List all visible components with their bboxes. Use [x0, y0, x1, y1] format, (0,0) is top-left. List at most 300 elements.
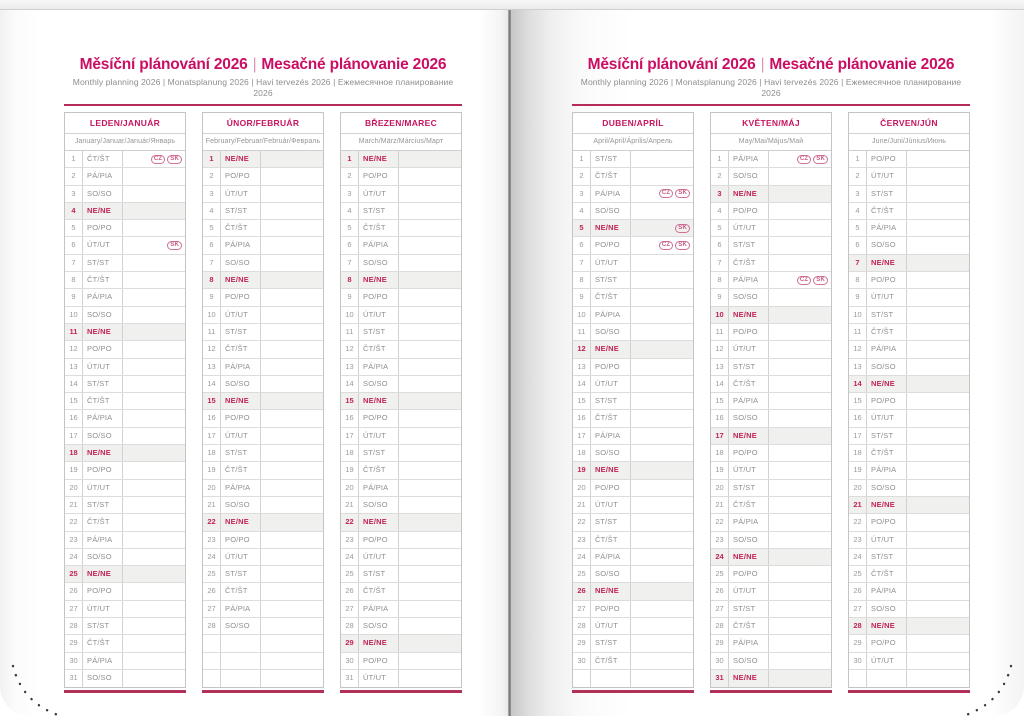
day-number-cell: 14 — [203, 376, 221, 392]
day-row — [849, 549, 969, 566]
day-name-cell: NE/NE — [591, 220, 631, 236]
day-number-cell: 14 — [341, 376, 359, 392]
day-row — [341, 410, 461, 427]
holiday-badge-sk: SK — [675, 241, 690, 250]
day-name-cell: PÁ/PIA — [359, 480, 399, 496]
notes-cell — [261, 428, 323, 444]
day-row — [65, 635, 185, 652]
day-number-cell: 19 — [711, 462, 729, 478]
notes-cell — [631, 307, 693, 323]
day-name-cell: SO/SO — [221, 255, 261, 271]
day-number-cell: 27 — [65, 601, 83, 617]
holiday-badge-cz: CZ — [659, 189, 673, 198]
notes-cell — [261, 255, 323, 271]
day-number-cell: 26 — [341, 583, 359, 599]
day-name-cell: ST/ST — [591, 514, 631, 530]
day-name-cell: ČT/ŠT — [359, 341, 399, 357]
day-name-cell: PÁ/PIA — [83, 653, 123, 669]
day-name-cell: ČT/ŠT — [359, 583, 399, 599]
notes-cell — [631, 601, 693, 617]
day-row — [341, 532, 461, 549]
day-number-cell: 11 — [203, 324, 221, 340]
day-row — [65, 341, 185, 358]
day-number-cell: 21 — [65, 497, 83, 513]
day-number-cell: 14 — [573, 376, 591, 392]
day-row — [573, 255, 693, 272]
day-row — [711, 601, 831, 618]
day-row — [65, 410, 185, 427]
day-number-cell: 28 — [203, 618, 221, 634]
day-name-cell: ČT/ŠT — [591, 410, 631, 426]
day-row — [65, 601, 185, 618]
day-row — [849, 203, 969, 220]
notes-cell — [769, 480, 831, 496]
notes-cell — [261, 549, 323, 565]
day-name-cell: ÚT/UT — [591, 618, 631, 634]
notes-cell — [261, 220, 323, 236]
day-name-cell: PÁ/PIA — [591, 307, 631, 323]
notes-cell — [769, 618, 831, 634]
day-number-cell: 13 — [203, 359, 221, 375]
month-block-brezen — [340, 112, 462, 693]
months-right — [572, 112, 970, 693]
day-row — [65, 376, 185, 393]
holiday-badge-cz: CZ — [151, 155, 165, 164]
title-separator: | — [252, 56, 257, 73]
day-row — [711, 237, 831, 254]
day-row — [341, 341, 461, 358]
day-name-cell: NE/NE — [591, 583, 631, 599]
day-name-cell: SO/SO — [221, 618, 261, 634]
notes-cell — [907, 532, 969, 548]
day-name-cell: PÁ/PIA — [359, 601, 399, 617]
day-row — [573, 220, 693, 237]
day-number-cell: 28 — [711, 618, 729, 634]
day-row — [849, 186, 969, 203]
notes-cell — [261, 324, 323, 340]
day-name-cell: ČT/ŠT — [729, 376, 769, 392]
notes-cell — [631, 272, 693, 288]
day-row — [65, 653, 185, 670]
notes-cell — [399, 618, 461, 634]
day-name-cell: SO/SO — [729, 410, 769, 426]
notes-cell — [399, 653, 461, 669]
day-name-cell: NE/NE — [729, 186, 769, 202]
day-number-cell: 12 — [711, 341, 729, 357]
notes-cell — [631, 480, 693, 496]
day-row — [573, 237, 693, 254]
day-name-cell: ČT/ŠT — [83, 393, 123, 409]
day-number-cell: 11 — [573, 324, 591, 340]
day-number-cell: 30 — [849, 653, 867, 669]
day-name-cell: ST/ST — [591, 272, 631, 288]
notes-cell — [631, 428, 693, 444]
day-name-cell: SO/SO — [867, 601, 907, 617]
day-number-cell: 20 — [203, 480, 221, 496]
month-title: ÚNOR/FEBRUÁR — [203, 113, 323, 134]
day-row — [573, 410, 693, 427]
notes-cell — [769, 462, 831, 478]
day-number-cell: 20 — [65, 480, 83, 496]
day-row — [849, 566, 969, 583]
day-row — [341, 168, 461, 185]
notes-cell — [907, 220, 969, 236]
day-row — [711, 324, 831, 341]
day-name-cell: PÁ/PIA — [729, 393, 769, 409]
day-name-cell: ST/ST — [729, 601, 769, 617]
day-name-cell: PÁ/PIA — [729, 514, 769, 530]
day-name-cell: ÚT/UT — [221, 186, 261, 202]
day-row — [203, 289, 323, 306]
day-number-cell: 3 — [573, 186, 591, 202]
day-name-cell: SO/SO — [867, 359, 907, 375]
day-number-cell: 22 — [341, 514, 359, 530]
day-row — [65, 272, 185, 289]
notes-cell — [261, 497, 323, 513]
notes-cell — [631, 186, 693, 202]
notes-cell — [261, 635, 323, 651]
day-row — [203, 462, 323, 479]
notes-cell — [261, 168, 323, 184]
day-number-cell: 17 — [573, 428, 591, 444]
notes-cell — [399, 255, 461, 271]
day-number-cell: 23 — [849, 532, 867, 548]
day-name-cell: PÁ/PIA — [221, 480, 261, 496]
day-name-cell: ÚT/UT — [221, 307, 261, 323]
day-name-cell: ČT/ŠT — [729, 255, 769, 271]
notes-cell — [123, 497, 185, 513]
day-row — [573, 307, 693, 324]
month-table-duben — [572, 112, 694, 688]
notes-cell — [631, 324, 693, 340]
day-row — [203, 307, 323, 324]
notes-cell — [631, 237, 693, 253]
month-block-duben — [572, 112, 694, 693]
notes-cell — [261, 341, 323, 357]
day-number-cell: 21 — [203, 497, 221, 513]
day-row — [573, 186, 693, 203]
day-row — [711, 445, 831, 462]
notes-cell — [123, 272, 185, 288]
day-row — [573, 583, 693, 600]
day-name-cell: ÚT/UT — [359, 549, 399, 565]
page-right — [511, 10, 1024, 716]
notes-cell — [907, 186, 969, 202]
notes-cell — [261, 289, 323, 305]
notes-cell — [769, 497, 831, 513]
day-row — [573, 445, 693, 462]
day-name-cell: PO/PO — [359, 410, 399, 426]
day-row — [711, 566, 831, 583]
notes-cell — [399, 462, 461, 478]
day-name-cell: NE/NE — [359, 272, 399, 288]
day-number-cell: 15 — [203, 393, 221, 409]
month-block-unor — [202, 112, 324, 693]
notes-cell — [631, 514, 693, 530]
day-row — [65, 532, 185, 549]
day-name-cell: SO/SO — [591, 203, 631, 219]
day-number-cell: 10 — [711, 307, 729, 323]
holiday-badge-cz: CZ — [797, 155, 811, 164]
day-name-cell: SO/SO — [221, 497, 261, 513]
day-number-cell — [203, 653, 221, 669]
day-name-cell: PO/PO — [591, 601, 631, 617]
day-number-cell: 2 — [711, 168, 729, 184]
day-row — [711, 618, 831, 635]
day-name-cell: PO/PO — [591, 359, 631, 375]
day-number-cell: 14 — [711, 376, 729, 392]
notes-cell — [261, 272, 323, 288]
notes-cell — [631, 445, 693, 461]
day-row — [341, 653, 461, 670]
notes-cell — [769, 289, 831, 305]
day-number-cell: 27 — [573, 601, 591, 617]
day-number-cell: 21 — [341, 497, 359, 513]
month-subtitle: January/Januar/Január/Январь — [65, 134, 185, 151]
day-number-cell: 4 — [341, 203, 359, 219]
day-row — [573, 359, 693, 376]
notes-cell — [907, 445, 969, 461]
day-row — [849, 480, 969, 497]
month-bottom-rule — [710, 690, 832, 693]
month-table-leden — [64, 112, 186, 688]
notes-cell — [769, 307, 831, 323]
day-name-cell: NE/NE — [359, 514, 399, 530]
day-number-cell: 18 — [711, 445, 729, 461]
notes-cell — [261, 480, 323, 496]
notes-cell — [399, 635, 461, 651]
notes-cell — [261, 601, 323, 617]
day-name-cell: ČT/ŠT — [591, 289, 631, 305]
day-name-cell: PÁ/PIA — [591, 186, 631, 202]
notes-cell — [907, 497, 969, 513]
day-row — [341, 618, 461, 635]
day-name-cell: PO/PO — [221, 532, 261, 548]
notes-cell — [123, 220, 185, 236]
day-number-cell: 12 — [341, 341, 359, 357]
notes-cell — [261, 393, 323, 409]
notes-cell — [769, 583, 831, 599]
day-row — [341, 220, 461, 237]
day-number-cell: 19 — [849, 462, 867, 478]
day-row — [573, 151, 693, 168]
notes-cell — [399, 480, 461, 496]
day-row — [573, 514, 693, 531]
day-number-cell: 24 — [203, 549, 221, 565]
day-number-cell: 30 — [341, 653, 359, 669]
day-number-cell: 20 — [573, 480, 591, 496]
day-number-cell: 15 — [849, 393, 867, 409]
notes-cell — [261, 532, 323, 548]
day-name-cell: ÚT/UT — [729, 462, 769, 478]
day-row — [203, 514, 323, 531]
notes-cell — [261, 237, 323, 253]
day-name-cell: ST/ST — [83, 376, 123, 392]
day-name-cell: PO/PO — [867, 514, 907, 530]
notes-cell — [399, 341, 461, 357]
day-number-cell: 4 — [711, 203, 729, 219]
day-number-cell: 19 — [573, 462, 591, 478]
notes-cell — [399, 497, 461, 513]
day-row — [711, 272, 831, 289]
day-name-cell: SO/SO — [591, 324, 631, 340]
notes-cell — [769, 410, 831, 426]
day-name-cell: PO/PO — [867, 635, 907, 651]
day-row — [573, 635, 693, 652]
notes-cell — [769, 566, 831, 582]
notes-cell — [399, 514, 461, 530]
day-number-cell: 5 — [711, 220, 729, 236]
day-row — [65, 514, 185, 531]
day-number-cell: 2 — [203, 168, 221, 184]
month-block-leden — [64, 112, 186, 693]
notes-cell — [123, 566, 185, 582]
notes-cell — [769, 186, 831, 202]
notes-cell — [261, 618, 323, 634]
day-number-cell: 5 — [65, 220, 83, 236]
notes-cell — [399, 186, 461, 202]
day-number-cell: 18 — [341, 445, 359, 461]
day-number-cell: 22 — [65, 514, 83, 530]
holiday-badge-sk: SK — [167, 241, 182, 250]
day-number-cell: 16 — [573, 410, 591, 426]
notes-cell — [769, 393, 831, 409]
day-number-cell: 24 — [65, 549, 83, 565]
day-name-cell: SO/SO — [359, 618, 399, 634]
day-row — [203, 220, 323, 237]
day-number-cell: 1 — [711, 151, 729, 167]
notes-cell — [769, 272, 831, 288]
day-number-cell: 6 — [573, 237, 591, 253]
day-name-cell: PÁ/PIA — [729, 272, 769, 288]
day-name-cell: PÁ/PIA — [867, 462, 907, 478]
day-number-cell: 5 — [573, 220, 591, 236]
day-row — [849, 497, 969, 514]
day-name-cell: ČT/ŠT — [221, 462, 261, 478]
empty-row — [203, 635, 323, 652]
notes-cell — [907, 272, 969, 288]
day-row — [341, 307, 461, 324]
notes-cell — [399, 566, 461, 582]
day-name-cell — [867, 670, 907, 687]
day-row — [203, 480, 323, 497]
day-name-cell: SO/SO — [867, 237, 907, 253]
day-number-cell: 6 — [711, 237, 729, 253]
day-row — [341, 428, 461, 445]
notes-cell — [907, 566, 969, 582]
day-number-cell: 27 — [711, 601, 729, 617]
day-number-cell: 23 — [65, 532, 83, 548]
day-row — [849, 376, 969, 393]
day-number-cell: 7 — [849, 255, 867, 271]
day-number-cell: 26 — [711, 583, 729, 599]
day-row — [573, 289, 693, 306]
notes-cell — [399, 393, 461, 409]
day-name-cell: ÚT/UT — [867, 532, 907, 548]
day-number-cell: 22 — [203, 514, 221, 530]
day-row — [849, 410, 969, 427]
notes-cell — [631, 393, 693, 409]
notes-cell — [123, 151, 185, 167]
planner-spread — [0, 10, 1024, 716]
day-name-cell: SO/SO — [591, 445, 631, 461]
day-name-cell: NE/NE — [221, 151, 261, 167]
page-subtitle: Monthly planning 2026 | Monatsplanung 2026 | Havi tervezés 2026 | Ежемесячное планирование 2026 — [580, 77, 962, 98]
day-name-cell: SO/SO — [83, 549, 123, 565]
day-name-cell: PO/PO — [867, 151, 907, 167]
day-row — [849, 307, 969, 324]
notes-cell — [123, 393, 185, 409]
day-row — [341, 566, 461, 583]
notes-cell — [769, 220, 831, 236]
day-number-cell: 25 — [849, 566, 867, 582]
day-number-cell: 9 — [849, 289, 867, 305]
page-title-slovak: Mesačné plánovanie 2026 — [261, 56, 447, 73]
notes-cell — [123, 237, 185, 253]
day-number-cell: 12 — [573, 341, 591, 357]
day-row — [203, 410, 323, 427]
day-row — [65, 203, 185, 220]
day-number-cell: 17 — [203, 428, 221, 444]
day-number-cell: 3 — [341, 186, 359, 202]
day-row — [573, 653, 693, 670]
day-name-cell: ST/ST — [221, 566, 261, 582]
day-number-cell: 2 — [849, 168, 867, 184]
notes-cell — [123, 653, 185, 669]
day-name-cell: ČT/ŠT — [83, 635, 123, 651]
day-number-cell: 16 — [711, 410, 729, 426]
day-name-cell: ÚT/UT — [867, 289, 907, 305]
holiday-badge-sk: SK — [675, 224, 690, 233]
day-row — [849, 168, 969, 185]
day-number-cell: 23 — [341, 532, 359, 548]
day-name-cell: ÚT/UT — [867, 410, 907, 426]
notes-cell — [769, 601, 831, 617]
notes-cell — [769, 203, 831, 219]
notes-cell — [123, 445, 185, 461]
day-row — [711, 289, 831, 306]
day-row — [341, 445, 461, 462]
page-title — [572, 55, 970, 74]
month-table-cerven — [848, 112, 970, 688]
notes-cell — [907, 151, 969, 167]
notes-cell — [907, 410, 969, 426]
notes-cell — [631, 376, 693, 392]
day-name-cell: ST/ST — [359, 445, 399, 461]
day-number-cell: 8 — [65, 272, 83, 288]
day-number-cell: 5 — [341, 220, 359, 236]
day-name-cell: PÁ/PIA — [591, 428, 631, 444]
day-name-cell: ÚT/UT — [591, 497, 631, 513]
day-row — [341, 324, 461, 341]
day-name-cell: PÁ/PIA — [83, 410, 123, 426]
day-row — [203, 237, 323, 254]
day-row — [65, 151, 185, 168]
day-name-cell: ČT/ŠT — [83, 151, 123, 167]
day-row — [65, 168, 185, 185]
day-row — [65, 324, 185, 341]
notes-cell — [907, 635, 969, 651]
notes-cell — [399, 359, 461, 375]
day-row — [65, 359, 185, 376]
day-name-cell: ČT/ŠT — [867, 324, 907, 340]
notes-cell — [399, 583, 461, 599]
day-number-cell: 4 — [65, 203, 83, 219]
notes-cell — [123, 635, 185, 651]
notes-cell — [261, 583, 323, 599]
day-name-cell: ÚT/UT — [83, 237, 123, 253]
notes-cell — [123, 532, 185, 548]
